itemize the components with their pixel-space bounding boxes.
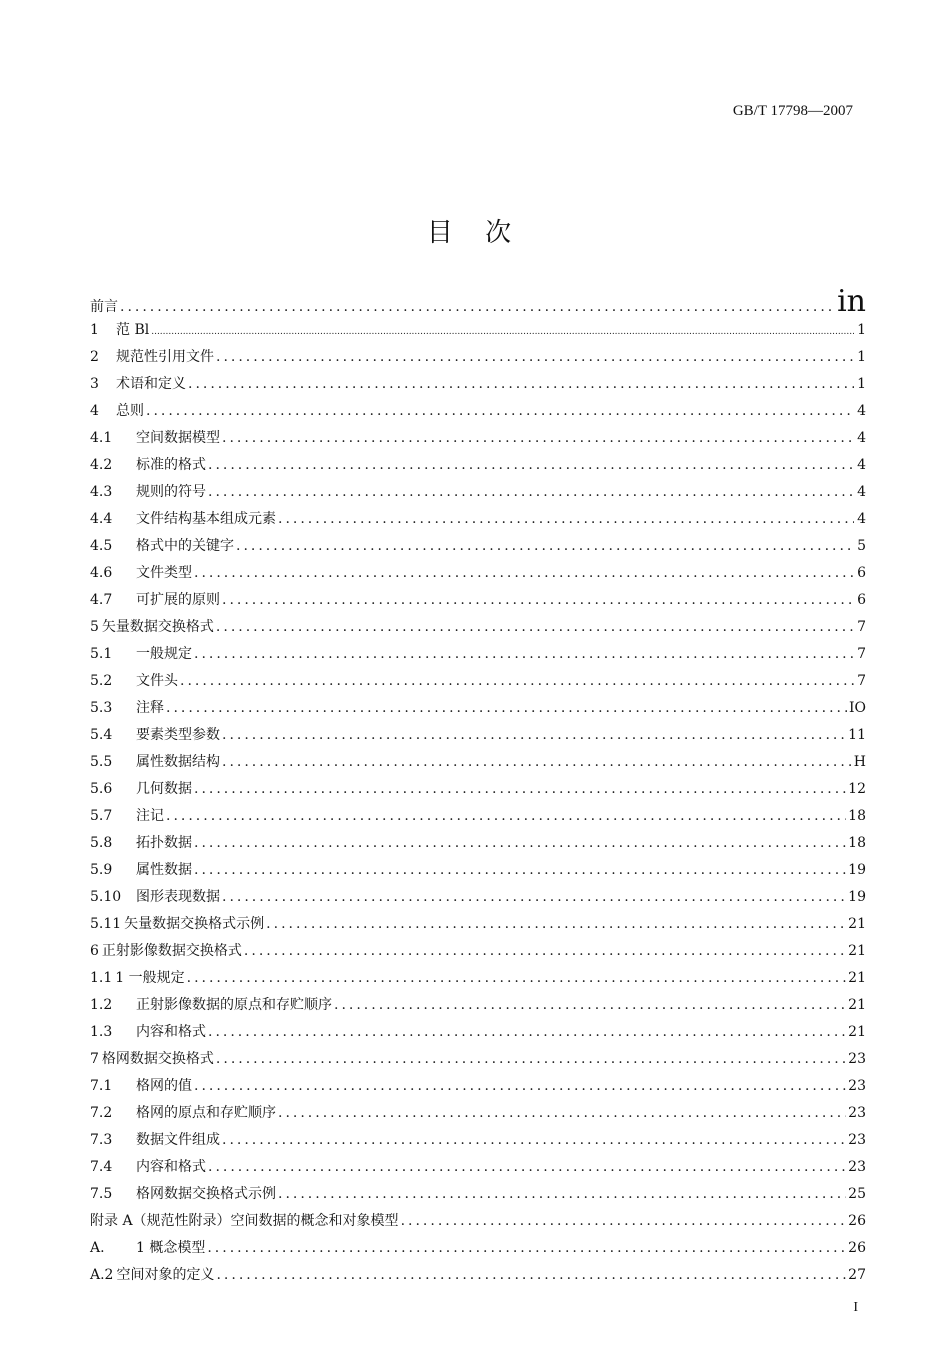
- toc-leader-dots: [208, 1159, 846, 1175]
- toc-entry-number: 7.1: [90, 1078, 113, 1094]
- toc-leader-dots: [216, 1051, 846, 1067]
- toc-entry-number: 1: [90, 322, 99, 338]
- toc-entry[interactable]: [90, 1183, 866, 1210]
- toc-entry[interactable]: [90, 832, 866, 859]
- toc-leader-dots: [207, 1240, 846, 1256]
- toc-leader-dots: [188, 376, 854, 392]
- toc-leader-dots: [180, 673, 854, 689]
- toc-entry-page: 23: [848, 1159, 866, 1175]
- toc-entry-page: 12: [848, 781, 866, 797]
- toc-leader-dots: [266, 916, 846, 932]
- toc-entry-page: 21: [848, 916, 866, 932]
- toc-entry-number: 7.2: [90, 1105, 113, 1121]
- toc-entry-number: 2: [90, 349, 99, 365]
- toc-entry-number: A.2: [90, 1267, 114, 1283]
- toc-leader-dots: [222, 727, 846, 743]
- toc-entry-page: 18: [848, 808, 866, 824]
- toc-entry[interactable]: [90, 319, 866, 346]
- toc-entry-page: 4: [857, 430, 866, 446]
- toc-entry-page: 4: [857, 511, 866, 527]
- toc-entry[interactable]: [90, 724, 866, 751]
- toc-entry-title: 规范性引用文件: [116, 349, 214, 365]
- toc-leader-dots: [151, 327, 854, 337]
- toc-entry-title: 1 一般规定: [115, 970, 185, 986]
- toc-entry-number: 7.4: [90, 1159, 113, 1175]
- toc-leader-dots: [194, 646, 854, 662]
- toc-entry-page: 23: [848, 1105, 866, 1121]
- toc-entry-page: 7: [857, 619, 866, 635]
- toc-leader-dots: [222, 754, 852, 770]
- toc-entry-number: 5.1: [90, 646, 113, 662]
- toc-leader-dots: [194, 1078, 846, 1094]
- toc-leader-dots: [194, 781, 846, 797]
- toc-entry[interactable]: [90, 967, 866, 994]
- toc-entry-number: 6: [90, 943, 99, 959]
- toc-entry-number: 5.8: [90, 835, 113, 851]
- toc-entry-title: 拓扑数据: [136, 835, 192, 851]
- toc-entry[interactable]: [90, 1264, 866, 1291]
- toc-entry-page: 25: [848, 1186, 866, 1202]
- toc-entry[interactable]: [90, 940, 866, 967]
- toc-entry-number: 4.4: [90, 511, 113, 527]
- toc-entry-title: 格网数据交换格式: [101, 1051, 214, 1067]
- toc-leader-dots: [401, 1213, 847, 1229]
- toc-entry-number: A.: [90, 1240, 105, 1256]
- toc-entry[interactable]: [90, 670, 866, 697]
- toc-entry[interactable]: [90, 1048, 866, 1075]
- toc-leader-dots: [208, 1024, 846, 1040]
- toc-entry[interactable]: [90, 284, 866, 319]
- toc-entry-title: 前言: [90, 299, 118, 315]
- toc-entry-number: 7.5: [90, 1186, 113, 1202]
- toc-entry[interactable]: [90, 427, 866, 454]
- toc-entry-page: 6: [857, 565, 866, 581]
- toc-entry[interactable]: [90, 886, 866, 913]
- toc-entry-page: 7: [857, 646, 866, 662]
- toc-entry-page: 5: [857, 538, 866, 554]
- toc-entry-page: 4: [857, 457, 866, 473]
- toc-entry[interactable]: [90, 1156, 866, 1183]
- toc-leader-dots: [278, 1105, 846, 1121]
- toc-entry-page: 23: [848, 1051, 866, 1067]
- toc-entry[interactable]: [90, 994, 866, 1021]
- toc-entry-title: 注释: [136, 700, 164, 716]
- toc-entry-title: 一般规定: [136, 646, 192, 662]
- toc-entry-number: 4.1: [90, 430, 113, 446]
- toc-entry[interactable]: [90, 1210, 866, 1237]
- toc-entry-number: 4.3: [90, 484, 113, 500]
- toc-entry-page: 26: [848, 1240, 866, 1256]
- toc-entry-number: 4: [90, 403, 99, 419]
- toc-entry-number: 1.2: [90, 997, 113, 1013]
- toc-entry-page: 27: [848, 1267, 866, 1283]
- toc-leader-dots: [216, 619, 854, 635]
- toc-leader-dots: [194, 862, 846, 878]
- toc-entry-number: 1.1: [90, 970, 113, 986]
- toc-entry-number: 7.3: [90, 1132, 113, 1148]
- toc-leader-dots: [187, 970, 847, 986]
- toc-entry-number: 3: [90, 376, 99, 392]
- toc-entry-page: 7: [857, 673, 866, 689]
- toc-entry-page: 4: [857, 403, 866, 419]
- toc-entry-page: 21: [848, 997, 866, 1013]
- standard-code: GB/T 17798—2007: [732, 103, 853, 119]
- toc-entry-title: 文件头: [136, 673, 178, 689]
- toc-leader-dots: [236, 538, 854, 554]
- toc-leader-dots: [222, 592, 854, 608]
- toc-entry-number: 1.3: [90, 1024, 113, 1040]
- toc-entry-title: 空间数据模型: [136, 430, 220, 446]
- toc-entry[interactable]: [90, 697, 866, 724]
- toc-entry-title: 内容和格式: [136, 1024, 206, 1040]
- toc-leader-dots: [222, 1132, 846, 1148]
- toc-leader-dots: [222, 430, 854, 446]
- toc-entry-title: 数据文件组成: [136, 1132, 220, 1148]
- toc-entry[interactable]: [90, 751, 866, 778]
- toc-entry-title: 格网的值: [136, 1078, 192, 1094]
- toc-entry-page: in: [837, 284, 866, 319]
- toc-entry-title: 总则: [116, 403, 144, 419]
- toc-entry[interactable]: [90, 1102, 866, 1129]
- toc-entry-number: 5.9: [90, 862, 113, 878]
- toc-entry-page: 6: [857, 592, 866, 608]
- toc-entry-number: 5.6: [90, 781, 113, 797]
- toc-leader-dots: [278, 511, 854, 527]
- toc-entry-page: 1: [857, 322, 866, 338]
- toc-entry-page: IO: [848, 700, 866, 716]
- toc-entry[interactable]: [90, 1075, 866, 1102]
- toc-leader-dots: [208, 457, 854, 473]
- toc-entry[interactable]: [90, 589, 866, 616]
- toc-entry-number: 5.5: [90, 754, 113, 770]
- toc-entry[interactable]: [90, 1129, 866, 1156]
- toc-entry-title: 格式中的关键字: [136, 538, 234, 554]
- toc-entry-title: 术语和定义: [116, 376, 186, 392]
- toc-entry-page: 21: [848, 943, 866, 959]
- toc-entry-number: 5.4: [90, 727, 113, 743]
- toc-entry-title: 注记: [136, 808, 164, 824]
- toc-entry-page: 23: [848, 1132, 866, 1148]
- toc-entry-page: 21: [848, 970, 866, 986]
- toc-entry-title: 正射影像数据的原点和存贮顺序: [136, 997, 332, 1013]
- toc-entry-title: 1 概念模型: [136, 1240, 206, 1256]
- toc-entry-number: 5: [90, 619, 99, 635]
- toc-entry[interactable]: [90, 535, 866, 562]
- toc-entry-number: 7: [90, 1051, 99, 1067]
- toc-entry-title: 矢量数据交换格式示例: [124, 916, 265, 932]
- toc-entry-title: 矢量数据交换格式: [101, 619, 214, 635]
- toc-entry-title: 标准的格式: [136, 457, 206, 473]
- toc-entry-title: 规则的符号: [136, 484, 206, 500]
- toc-leader-dots: [120, 299, 835, 315]
- toc-leader-dots: [166, 808, 846, 824]
- toc-entry-page: H: [853, 754, 866, 770]
- toc-entry[interactable]: [90, 400, 866, 427]
- table-of-contents: [90, 284, 866, 1291]
- toc-entry[interactable]: [90, 913, 866, 940]
- toc-entry-page: 26: [848, 1213, 866, 1229]
- toc-entry-page: 1: [857, 349, 866, 365]
- toc-entry-number: 5.7: [90, 808, 113, 824]
- toc-entry[interactable]: [90, 778, 866, 805]
- toc-entry-title: 属性数据: [136, 862, 192, 878]
- toc-entry-title: 格网的原点和存贮顺序: [136, 1105, 276, 1121]
- toc-entry-number: 4.5: [90, 538, 113, 554]
- toc-entry-number: 5.11: [90, 916, 122, 932]
- toc-entry[interactable]: [90, 508, 866, 535]
- toc-entry-number: 4.6: [90, 565, 113, 581]
- toc-entry-page: 19: [848, 889, 866, 905]
- toc-entry-page: 11: [848, 727, 866, 743]
- toc-entry[interactable]: [90, 454, 866, 481]
- toc-entry-page: 4: [857, 484, 866, 500]
- toc-entry-title: 范 Bl: [116, 322, 150, 338]
- toc-entry-number: 5.3: [90, 700, 113, 716]
- toc-entry-title: 属性数据结构: [136, 754, 220, 770]
- toc-entry-page: 23: [848, 1078, 866, 1094]
- toc-entry[interactable]: [90, 1237, 866, 1264]
- toc-entry[interactable]: [90, 562, 866, 589]
- toc-entry-title: 空间对象的定义: [116, 1267, 215, 1283]
- toc-entry-title: 格网数据交换格式示例: [136, 1186, 276, 1202]
- toc-entry-page: 19: [848, 862, 866, 878]
- toc-leader-dots: [244, 943, 846, 959]
- toc-entry-title: 几何数据: [136, 781, 192, 797]
- toc-entry[interactable]: [90, 616, 866, 643]
- toc-leader-dots: [216, 1267, 846, 1283]
- toc-entry-title: 文件结构基本组成元素: [136, 511, 276, 527]
- toc-entry[interactable]: [90, 805, 866, 832]
- toc-entry-page: 21: [848, 1024, 866, 1040]
- toc-leader-dots: [194, 565, 854, 581]
- toc-entry-title: 正射影像数据交换格式: [101, 943, 242, 959]
- toc-title: 目 次: [426, 218, 524, 248]
- toc-entry[interactable]: [90, 643, 866, 670]
- toc-leader-dots: [166, 700, 847, 716]
- toc-entry[interactable]: [90, 1021, 866, 1048]
- toc-entry[interactable]: [90, 481, 866, 508]
- toc-entry[interactable]: [90, 346, 866, 373]
- toc-leader-dots: [334, 997, 846, 1013]
- toc-entry[interactable]: [90, 373, 866, 400]
- toc-leader-dots: [216, 349, 854, 365]
- toc-leader-dots: [194, 835, 846, 851]
- toc-entry-title: 可扩展的原则: [136, 592, 220, 608]
- toc-leader-dots: [222, 889, 846, 905]
- toc-leader-dots: [146, 403, 854, 419]
- toc-entry-number: 5.10: [90, 889, 122, 905]
- footer-page-number: I: [853, 1300, 858, 1315]
- toc-entry-title: 文件类型: [136, 565, 192, 581]
- toc-entry-number: 4.7: [90, 592, 113, 608]
- toc-leader-dots: [278, 1186, 846, 1202]
- toc-entry-title: 内容和格式: [136, 1159, 206, 1175]
- toc-entry-number: 5.2: [90, 673, 113, 689]
- toc-entry-title: 附录 A（规范性附录）空间数据的概念和对象模型: [90, 1213, 399, 1229]
- toc-entry-title: 要素类型参数: [136, 727, 220, 743]
- toc-entry-number: 4.2: [90, 457, 113, 473]
- toc-entry-page: 18: [848, 835, 866, 851]
- toc-entry-page: 1: [857, 376, 866, 392]
- toc-entry-title: 图形表现数据: [136, 889, 220, 905]
- toc-leader-dots: [208, 484, 854, 500]
- toc-entry[interactable]: [90, 859, 866, 886]
